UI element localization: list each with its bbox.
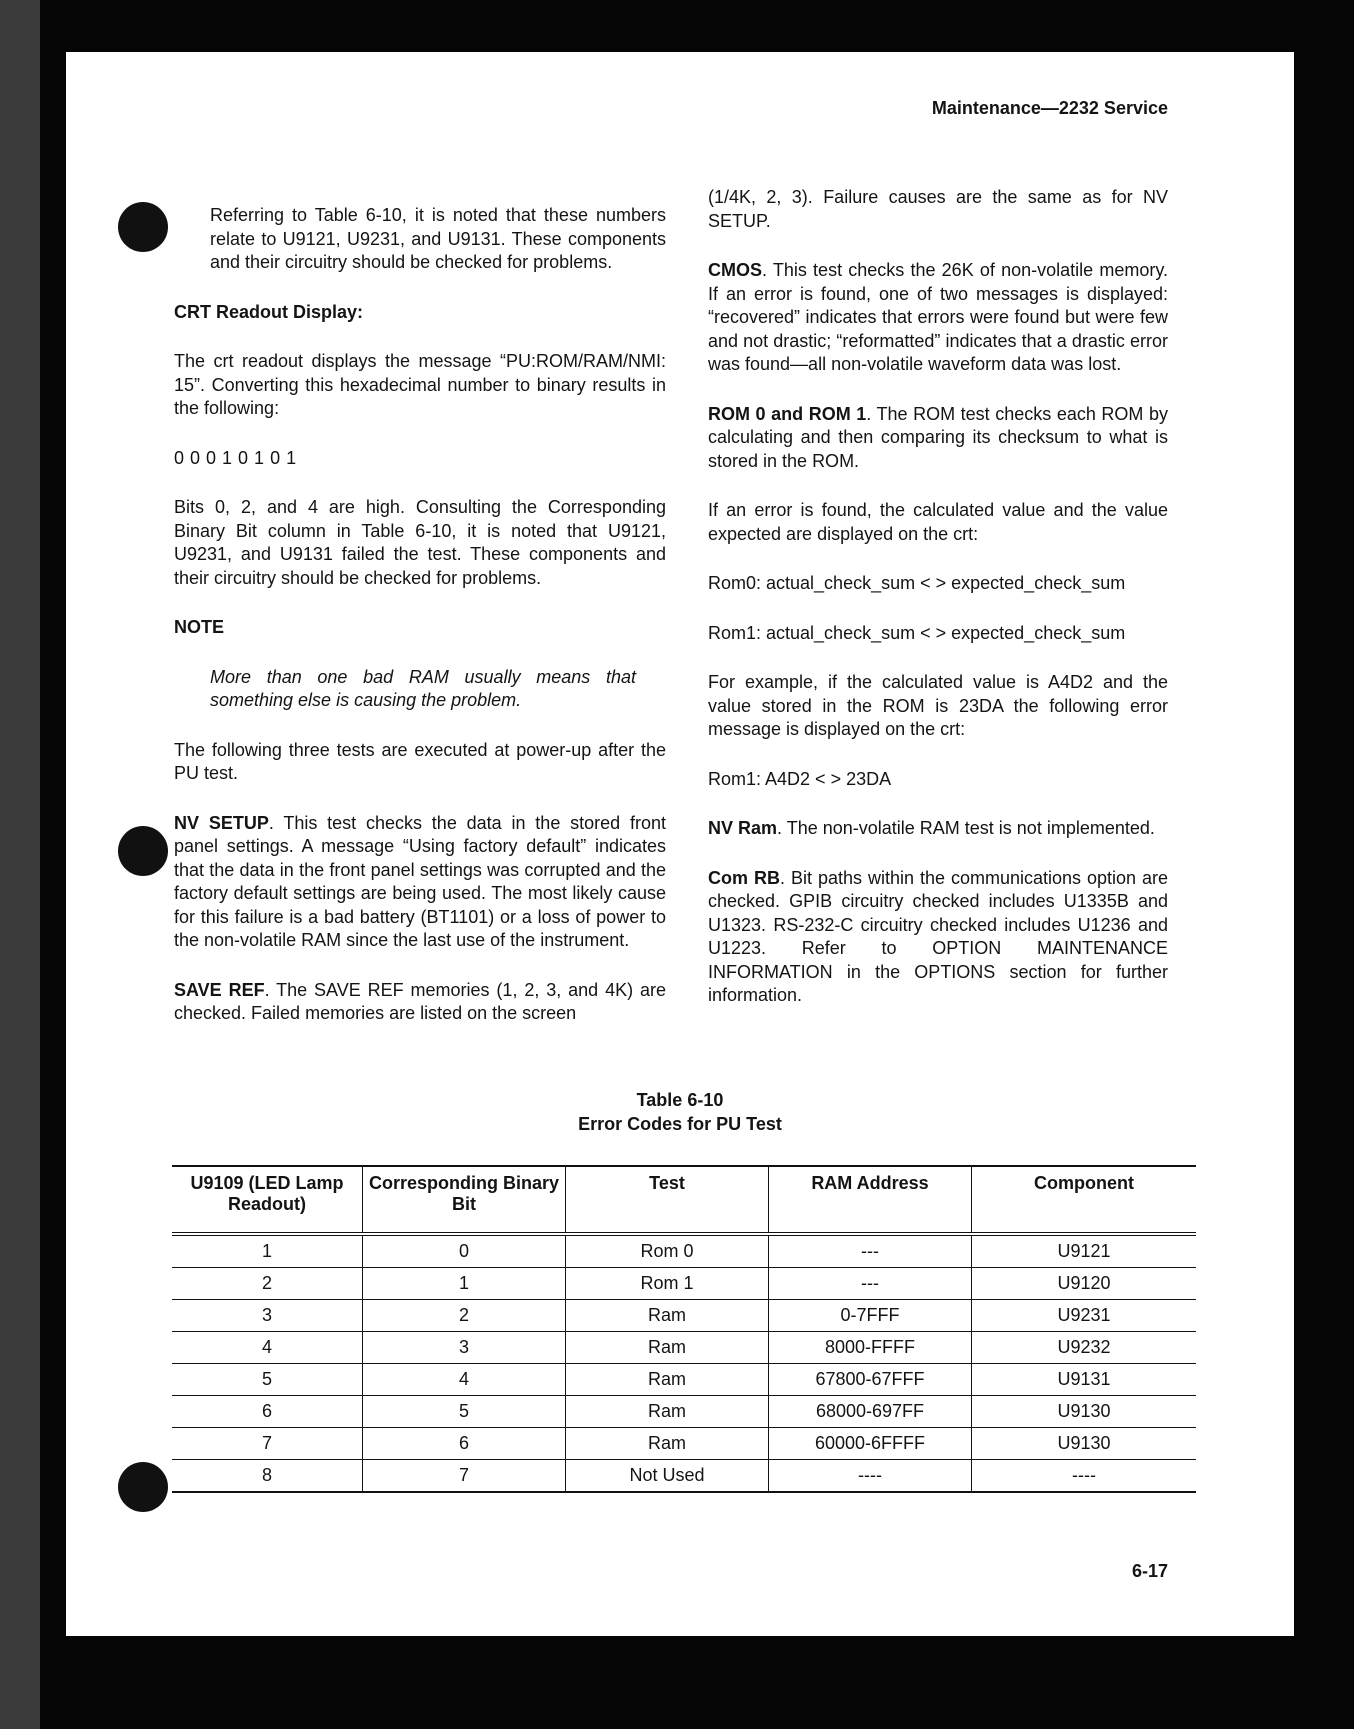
table-row bbox=[172, 1396, 1196, 1428]
paragraph: The following three tests are executed at power-up after the PU test. bbox=[174, 739, 666, 783]
punch-hole bbox=[118, 826, 168, 876]
table-cell: ---- bbox=[972, 1460, 1197, 1493]
paragraph-text: . The SAVE REF memories (1, 2, 3, and 4K) are checked. Failed memories are listed on the screen bbox=[174, 979, 666, 1023]
cmos-paragraph bbox=[708, 259, 1168, 377]
table-cell: U9120 bbox=[972, 1268, 1197, 1300]
run-in-heading: Com RB bbox=[708, 867, 780, 888]
table-cell: 2 bbox=[172, 1268, 363, 1300]
table-cell: 7 bbox=[363, 1460, 566, 1493]
binary-value: 00010101 bbox=[174, 447, 303, 468]
table-cell: Not Used bbox=[566, 1460, 769, 1493]
table-cell: ---- bbox=[769, 1460, 972, 1493]
paragraph: Referring to Table 6-10, it is noted that these numbers relate to U9121, U9231, and U9131. These components and their circuitry should be checked for problems. bbox=[210, 205, 666, 272]
column-header: RAM Address bbox=[769, 1166, 972, 1234]
error-codes-table bbox=[172, 1165, 1196, 1493]
table-cell: 1 bbox=[172, 1234, 363, 1268]
table-cell: 8 bbox=[172, 1460, 363, 1493]
paragraph: If an error is found, the calculated value and the value expected are displayed on the crt: bbox=[708, 500, 1168, 544]
paragraph: Bits 0, 2, and 4 are high. Consulting the Corresponding Binary Bit column in Table 6-10, it is noted that U9121, U9231, and U9131 failed the test. These components and their circuitry should be checked for problems. bbox=[174, 497, 666, 588]
table-cell: 0 bbox=[363, 1234, 566, 1268]
table-number: Table 6-10 bbox=[636, 1090, 724, 1110]
column-header: Component bbox=[972, 1166, 1197, 1234]
paragraph: (1/4K, 2, 3). Failure causes are the same as for NV SETUP. bbox=[708, 187, 1168, 231]
table-cell: U9130 bbox=[972, 1396, 1197, 1428]
table-cell: Ram bbox=[566, 1428, 769, 1460]
rom-paragraph bbox=[708, 403, 1168, 474]
note-title: NOTE bbox=[174, 617, 225, 637]
paragraph-text: . Bit paths within the communications option are checked. GPIB circuitry checked includes U1335B and U1323. RS-232-C circuitry checked includes U1236 and U1223. Refer to OPTION MAINTENANCE INFORMATION in the OPTIONS section for further information. bbox=[708, 867, 1169, 1005]
section-heading: CRT Readout Display: bbox=[174, 301, 364, 322]
table-cell: Rom 1 bbox=[566, 1268, 769, 1300]
column-header: Test bbox=[566, 1166, 769, 1234]
table-cell: 5 bbox=[172, 1364, 363, 1396]
paragraph: The crt readout displays the message “PU:ROM/RAM/NMI: 15”. Converting this hexadecimal number to binary results in the following: bbox=[174, 351, 666, 418]
table-cell: 0-7FFF bbox=[769, 1300, 972, 1332]
save-ref-paragraph bbox=[174, 979, 666, 1026]
table-cell: U9130 bbox=[972, 1428, 1197, 1460]
table-row bbox=[172, 1428, 1196, 1460]
table-cell: 3 bbox=[172, 1300, 363, 1332]
table-row bbox=[172, 1332, 1196, 1364]
paragraph-text: . This test checks the data in the stored front panel settings. A message “Using factory default” indicates that the data in the front panel settings was corrupted and the factory default settings are being used. The most likely cause for this failure is a bad battery (BT1101) or a loss of power to the non-volatile RAM since the last use of the instrument. bbox=[174, 812, 666, 950]
table-cell: 3 bbox=[363, 1332, 566, 1364]
table-cell: 5 bbox=[363, 1396, 566, 1428]
table-caption bbox=[166, 1088, 1194, 1136]
table-row bbox=[172, 1268, 1196, 1300]
code-line: Rom1: actual_check_sum < > expected_check_sum bbox=[708, 622, 1126, 643]
page-header: Maintenance—2232 Service bbox=[931, 98, 1168, 118]
run-in-heading: NV Ram bbox=[708, 818, 778, 838]
run-in-heading: ROM 0 and ROM 1 bbox=[708, 403, 867, 424]
table-cell: Ram bbox=[566, 1396, 769, 1428]
table-title: Error Codes for PU Test bbox=[578, 1114, 782, 1134]
table-cell: 7 bbox=[172, 1428, 363, 1460]
table-row bbox=[172, 1364, 1196, 1396]
run-in-heading: SAVE REF bbox=[174, 979, 265, 1000]
table-cell: --- bbox=[769, 1268, 972, 1300]
table-cell: 8000-FFFF bbox=[769, 1332, 972, 1364]
table-cell: U9231 bbox=[972, 1300, 1197, 1332]
table-cell: 6 bbox=[363, 1428, 566, 1460]
nv-ram-paragraph bbox=[708, 817, 1168, 841]
page-number: 6-17 bbox=[1131, 1561, 1168, 1581]
paragraph-text: . The non-volatile RAM test is not implemented. bbox=[777, 818, 1155, 838]
table-cell: 67800-67FFF bbox=[769, 1364, 972, 1396]
run-in-heading: CMOS bbox=[708, 260, 762, 280]
table-cell: U9131 bbox=[972, 1364, 1197, 1396]
table-cell: U9232 bbox=[972, 1332, 1197, 1364]
table-cell: 1 bbox=[363, 1268, 566, 1300]
paragraph: For example, if the calculated value is A4D2 and the value stored in the ROM is 23DA the following error message is displayed on the crt: bbox=[708, 672, 1168, 739]
table-cell: 60000-6FFFF bbox=[769, 1428, 972, 1460]
scan-left-edge bbox=[0, 0, 40, 1729]
run-in-heading: NV SETUP bbox=[174, 812, 269, 833]
right-column bbox=[708, 186, 1168, 1034]
column-header: U9109 (LED Lamp Readout) bbox=[172, 1166, 363, 1234]
note-text: More than one bad RAM usually means that something else is causing the problem. bbox=[210, 666, 636, 710]
table-header-row bbox=[172, 1166, 1196, 1234]
punch-hole bbox=[118, 1462, 168, 1512]
column-header: Corresponding Binary Bit bbox=[363, 1166, 566, 1234]
table-cell: 68000-697FF bbox=[769, 1396, 972, 1428]
code-line: Rom1: A4D2 < > 23DA bbox=[708, 768, 892, 789]
paragraph-text: . The ROM test checks each ROM by calculating and then comparing its checksum to what is stored in the ROM. bbox=[708, 403, 1169, 471]
table-cell: --- bbox=[769, 1234, 972, 1268]
table-cell: Ram bbox=[566, 1332, 769, 1364]
document-page bbox=[66, 52, 1294, 1636]
table-row bbox=[172, 1234, 1196, 1268]
table-cell: Rom 0 bbox=[566, 1234, 769, 1268]
punch-hole bbox=[118, 202, 168, 252]
table-cell: 6 bbox=[172, 1396, 363, 1428]
table-cell: Ram bbox=[566, 1364, 769, 1396]
table-row bbox=[172, 1460, 1196, 1493]
paragraph-text: . This test checks the 26K of non-volatile memory. If an error is found, one of two messages is displayed: “recovered” indicates that errors were found but were few and not drastic; “reformatted” indicates that a drastic error was found—all non-volatile waveform data was lost. bbox=[708, 260, 1168, 374]
table-cell: Ram bbox=[566, 1300, 769, 1332]
nv-setup-paragraph bbox=[174, 812, 666, 953]
table-cell: 4 bbox=[363, 1364, 566, 1396]
code-line: Rom0: actual_check_sum < > expected_check_sum bbox=[708, 573, 1126, 593]
com-rb-paragraph bbox=[708, 867, 1168, 1008]
table-row bbox=[172, 1300, 1196, 1332]
table-cell: U9121 bbox=[972, 1234, 1197, 1268]
left-column bbox=[174, 204, 666, 1052]
table-cell: 4 bbox=[172, 1332, 363, 1364]
table-cell: 2 bbox=[363, 1300, 566, 1332]
